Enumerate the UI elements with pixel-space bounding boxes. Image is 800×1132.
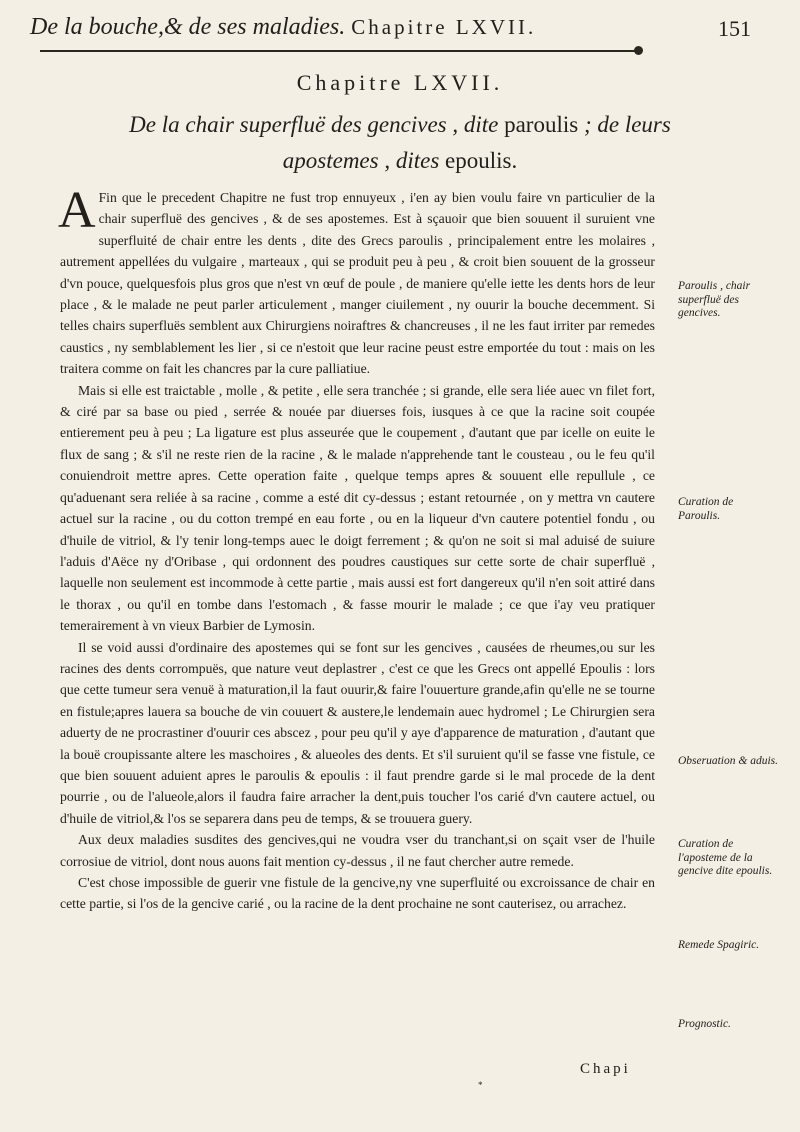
- margin-note: Curation de l'aposteme de la gencive dite epoulis.: [678, 838, 773, 877]
- paragraph: Mais si elle est traictable , molle , & petite , elle sera tranchée ; si grande, elle sera liée auec vn filet fort, & ciré par sa base ou pied , serrée & nouée par diuerses fois, iusques à ce que la racine soit coupée entierement peu à peu ; La ligature est plus asseurée que le coupement , d'autant que par icelle on euite le flux de sang ; & s'il ne reste rien de la racine , & le malade n'apprehende tant le cousteau , ou le feu qu'il conuiendroit mettre apres. Cette operation faite , quelque temps apres & souuent elle repullule , ce qu'aduenant sera reliée à sa racine , comme a esté dit cy-dessus ; estant retournée , on y mettra vn cautere actuel sur la racine , ou du cotton trempé en eau forte , ou en la liqueur d'vn cautere potentiel fondu , ou d'huile de vitriol, & l'y tenir long-temps auec le doigt ferrement ; & qu'on ne soit si mal aduisé de suiure l'aduis d'Aëce ny d'Oribase , qui ordonnent des poudres caustiques sur cette sorte de chair superfluë , laquelle non seulement est incommode à cette partie , mais aussi est fort dangereux qu'il n'en soit attiré dans le thorax , ou qu'il en tombe dans l'estomach , & fasse mourir le malade ; ce que i'ay veu pratiquer temerairement à vn vieux Barbier de Lymosin.: [60, 382, 655, 634]
- paragraph: Aux deux maladies susdites des gencives,qui ne voudra vser du tranchant,si on sçait vser de l'huile corrosiue de vitriol, dont nous auons fait mention cy-dessus , il ne faut chercher autre remede.: [60, 832, 655, 869]
- title-part: ; de leurs: [583, 112, 671, 137]
- paragraph: Il se void aussi d'ordinaire des apostemes qui se font sur les gencives , causées de rheumes,ou sur les racines des dents corrompuës, que nature veut deplastrer , c'est ce que les Grecs ont appellé Epoulis : lors que cette tumeur sera venuë à maturation,il la faut ouurir,& faire l'ouuerture grande,afin qu'elle ne se tourne en fistule;apres lauera sa bouche de vin couuert & austere,le lendemain auec hydromel ; Le Chirurgien sera aduerty de ne procrastiner d'ouurir ces abscez , pour peu qu'il y aye d'apparence de maturation , d'autant que la bouë croupissante altere les maschoires , & alueoles des dents. Et s'il suruient qu'il se fasse vne fistule, ce que bien souuent aduient apres le paroulis & epoulis : il faut prendre garde si le mal procede de la dent pourrie , ou de l'alueole,alors il faudra faire arracher la dent,puis toucher l'os carié d'vn cautere actuel, ou d'huile de vitriol,& l'os se separera dans peu de temps, & se trouuera guery.: [60, 639, 655, 826]
- margin-note: Obseruation & aduis.: [678, 755, 778, 767]
- margin-note: Paroulis , chair superfluë des gencives.: [678, 280, 751, 319]
- chapter-title-line-2: [60, 148, 740, 174]
- paragraph: [58, 182, 655, 380]
- margin-note: Prognostic.: [678, 1018, 731, 1030]
- title-part: De la chair superfluë des gencives , dite: [129, 112, 499, 137]
- header-rule-ornament: [634, 46, 643, 55]
- page-number: 151: [718, 16, 751, 41]
- chapter-heading: Chapitre LXVII.: [296, 70, 504, 95]
- signature-mark: *: [478, 1080, 483, 1090]
- chapter-title-line-1: [60, 112, 740, 138]
- running-chapter-label: Chapitre LXVII.: [351, 15, 537, 39]
- title-term-paroulis: paroulis: [504, 112, 579, 137]
- drop-cap: A: [58, 182, 96, 239]
- running-title: De la bouche,& de ses maladies.: [30, 14, 346, 40]
- header-rule: [40, 50, 640, 52]
- catchword: Chapi: [580, 1061, 631, 1077]
- title-part: apostemes , dites: [282, 148, 440, 173]
- paragraph: C'est chose impossible de guerir vne fistule de la gencive,ny vne superfluité ou excroissance de chair en cette partie, si l'os de la gencive carié , ou la racine de la dent prochaine ne sont cauterisez, ou arrachez.: [60, 875, 655, 912]
- margin-note: Remede Spagiric.: [678, 939, 760, 951]
- running-head: [30, 14, 690, 41]
- margin-note: Curation de Paroulis.: [678, 496, 734, 522]
- title-term-epoulis: epoulis.: [445, 148, 518, 173]
- body-text: [58, 182, 655, 915]
- paragraph-text: Fin que le precedent Chapitre ne fust trop ennuyeux , i'en ay bien voulu faire vn particulier de la chair superfluë des gencives , & de ses apostemes. Est à sçauoir que bien souuent il suruient vne superfluité de chair entre les dents , dite des Grecs paroulis , principalement entre les molaires , autrement appellées du vulgaire , marteaux , qui se produit peu à peu , & croit bien souuent de la grosseur d'vn pouce, quelquesfois plus gros que n'est vn œuf de poule , de maniere qu'elle iette les dents hors de leur place , & le malade ne peut parler articulement , manger ciuilement , ny ouurir la bouche decemment. Si telles chairs superfluës semblent aux Chirurgiens noiraftres & chancreuses , il ne les faut irriter par remedes caustics , ny semblablement les lier , si ce n'estoit que leur racine peust estre emportée du tout : mais on les traitera comme on fait les chancres par la cure palliatiue.: [60, 190, 655, 377]
